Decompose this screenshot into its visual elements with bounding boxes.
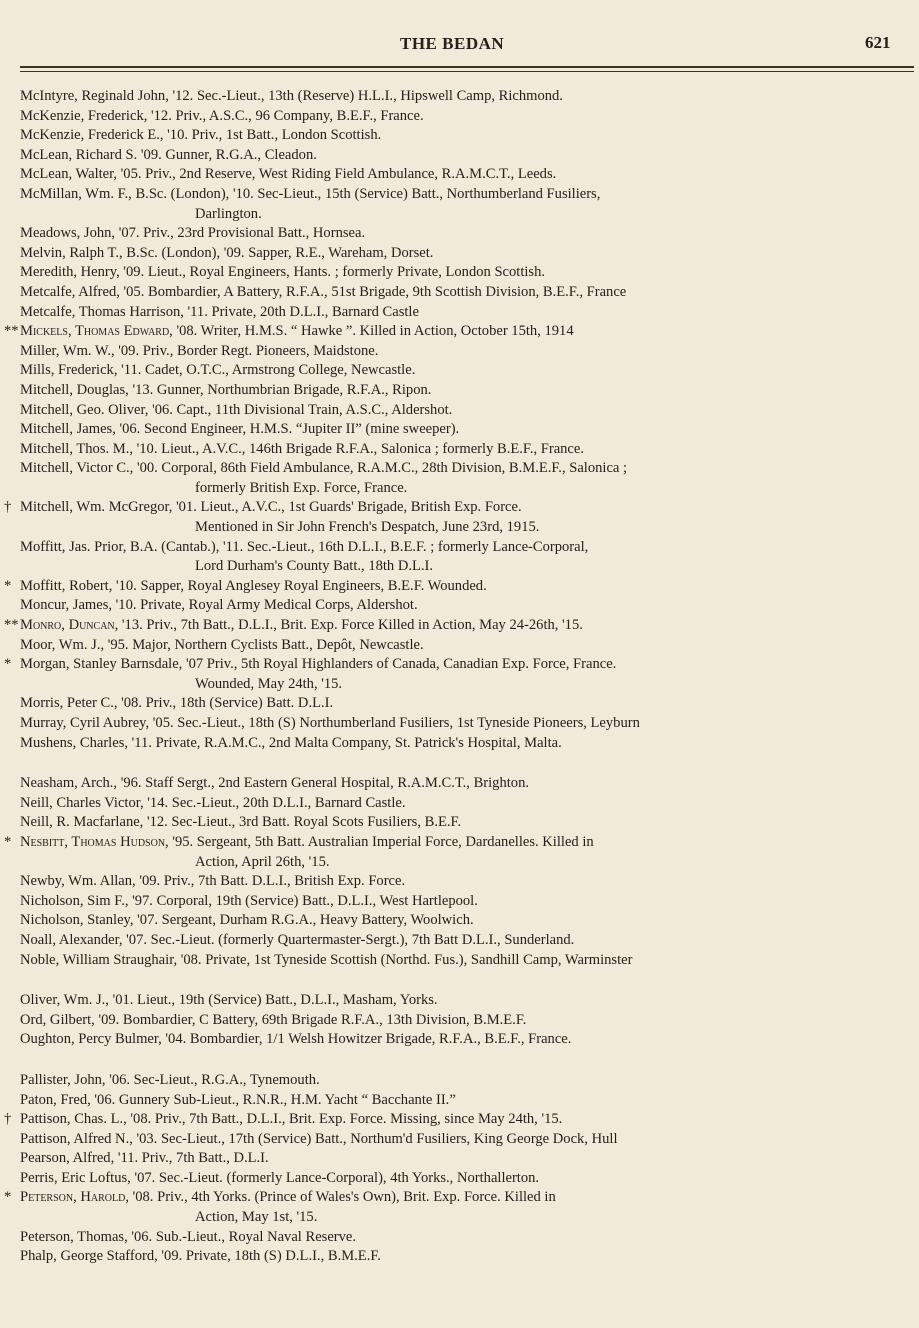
entry-marker: † bbox=[4, 499, 12, 516]
entry-text: Mushens, Charles, '11. Private, R.A.M.C., 2nd Malta Company, St. Patrick's Hospital, Malta. bbox=[20, 734, 562, 751]
list-entry bbox=[0, 342, 919, 362]
entry-text: Morgan, Stanley Barnsdale, '07 Priv., 5th Royal Highlanders of Canada, Canadian Exp. Force, France. bbox=[20, 656, 617, 673]
entry-text: Miller, Wm. W., '09. Priv., Border Regt. Pioneers, Maidstone. bbox=[20, 342, 379, 359]
entry-continuation: formerly British Exp. Force, France. bbox=[195, 479, 408, 496]
entry-text: Pearson, Alfred, '11. Priv., 7th Batt., D.L.I. bbox=[20, 1150, 269, 1167]
list-entry bbox=[0, 951, 919, 971]
list-entry bbox=[0, 714, 919, 734]
entry-text: Mitchell, Geo. Oliver, '06. Capt., 11th Divisional Train, A.S.C., Aldershot. bbox=[20, 401, 453, 418]
list-entry bbox=[0, 440, 919, 460]
list-entry bbox=[0, 303, 919, 323]
entry-name-smallcaps: Nesbitt, Thomas Hudson, bbox=[20, 833, 169, 850]
list-entry bbox=[0, 931, 919, 951]
page-header bbox=[0, 0, 919, 70]
entry-text: Metcalfe, Thomas Harrison, '11. Private, 20th D.L.I., Barnard Castle bbox=[20, 303, 419, 320]
entry-name-smallcaps: Monro, Duncan, bbox=[20, 617, 119, 634]
entry-continuation: Mentioned in Sir John French's Despatch, June 23rd, 1915. bbox=[195, 519, 540, 536]
entry-marker: † bbox=[4, 1111, 12, 1128]
roll-of-honour-list bbox=[0, 87, 919, 1267]
list-entry bbox=[0, 263, 919, 283]
entry-text: Metcalfe, Alfred, '05. Bombardier, A Battery, R.F.A., 51st Brigade, 9th Scottish Division, B.E.F., France bbox=[20, 283, 627, 300]
entry-marker: * bbox=[4, 1189, 12, 1206]
list-entry bbox=[0, 224, 919, 244]
group-spacer bbox=[0, 970, 919, 991]
page-number: 621 bbox=[865, 33, 891, 52]
entry-text: McLean, Richard S. '09. Gunner, R.G.A., Cleadon. bbox=[20, 146, 317, 163]
list-entry bbox=[0, 1149, 919, 1169]
list-entry bbox=[0, 636, 919, 656]
entry-continuation: Action, May 1st, '15. bbox=[195, 1209, 318, 1226]
entry-text: Mitchell, Douglas, '13. Gunner, Northumbrian Brigade, R.F.A., Ripon. bbox=[20, 381, 432, 398]
entry-marker: * bbox=[4, 833, 12, 850]
list-entry bbox=[0, 577, 919, 597]
list-entry bbox=[0, 991, 919, 1011]
list-entry bbox=[0, 794, 919, 814]
list-entry bbox=[0, 498, 919, 537]
entry-text: Moor, Wm. J., '95. Major, Northern Cyclists Batt., Depôt, Newcastle. bbox=[20, 636, 424, 653]
entry-text: Neill, R. Macfarlane, '12. Sec-Lieut., 3rd Batt. Royal Scots Fusiliers, B.E.F. bbox=[20, 814, 462, 831]
entry-text: Noall, Alexander, '07. Sec.-Lieut. (formerly Quartermaster-Sergt.), 7th Batt D.L.I., Sunderland. bbox=[20, 931, 575, 948]
entry-text: Peterson, Thomas, '06. Sub.-Lieut., Royal Naval Reserve. bbox=[20, 1228, 357, 1245]
list-entry bbox=[0, 911, 919, 931]
list-entry bbox=[0, 1030, 919, 1050]
entry-text: Morris, Peter C., '08. Priv., 18th (Service) Batt. D.L.I. bbox=[20, 695, 334, 712]
entry-text: Melvin, Ralph T., B.Sc. (London), '09. Sapper, R.E., Wareham, Dorset. bbox=[20, 244, 434, 261]
entry-text: Meadows, John, '07. Priv., 23rd Provisional Batt., Hornsea. bbox=[20, 225, 366, 242]
entry-text: Mitchell, Wm. McGregor, '01. Lieut., A.V.C., 1st Guards' Brigade, British Exp. Force. bbox=[20, 499, 522, 516]
entry-text: Noble, William Straughair, '08. Private, 1st Tyneside Scottish (Northd. Fus.), Sandhill Camp, Warminster bbox=[20, 951, 633, 968]
entry-text: McIntyre, Reginald John, '12. Sec.-Lieut., 13th (Reserve) H.L.I., Hipswell Camp, Richmond. bbox=[20, 88, 563, 104]
entry-name-smallcaps: Mickels, Thomas Edward, bbox=[20, 323, 173, 340]
entry-text: Mitchell, Thos. M., '10. Lieut., A.V.C., 146th Brigade R.F.A., Salonica ; formerly B.E.F., France. bbox=[20, 440, 585, 457]
list-entry bbox=[0, 655, 919, 694]
entry-text: Neill, Charles Victor, '14. Sec.-Lieut., 20th D.L.I., Barnard Castle. bbox=[20, 794, 406, 811]
list-entry bbox=[0, 1071, 919, 1091]
list-entry bbox=[0, 1228, 919, 1248]
entry-text: Oliver, Wm. J., '01. Lieut., 19th (Service) Batt., D.L.I., Masham, Yorks. bbox=[20, 992, 438, 1009]
entry-text: Phalp, George Stafford, '09. Private, 18th (S) D.L.I., B.M.E.F. bbox=[20, 1248, 381, 1265]
entry-name-smallcaps: Peterson, Harold, bbox=[20, 1189, 129, 1206]
list-entry bbox=[0, 1011, 919, 1031]
list-entry bbox=[0, 813, 919, 833]
entry-text: Mitchell, James, '06. Second Engineer, H.M.S. “Jupiter II” (mine sweeper). bbox=[20, 421, 460, 438]
list-entry bbox=[0, 1169, 919, 1189]
entry-continuation: Wounded, May 24th, '15. bbox=[195, 675, 343, 692]
list-entry bbox=[0, 1188, 919, 1227]
entry-text: Oughton, Percy Bulmer, '04. Bombardier, 1/1 Welsh Howitzer Brigade, R.F.A., B.E.F., France. bbox=[20, 1031, 572, 1048]
entry-text: McLean, Walter, '05. Priv., 2nd Reserve, West Riding Field Ambulance, R.A.M.C.T., Leeds. bbox=[20, 166, 557, 183]
entry-marker: ** bbox=[4, 617, 19, 634]
entry-marker: * bbox=[4, 656, 12, 673]
list-entry bbox=[0, 1110, 919, 1130]
entry-continuation: Action, April 26th, '15. bbox=[195, 853, 330, 870]
header-rule bbox=[20, 66, 914, 68]
entry-text: Mitchell, Victor C., '00. Corporal, 86th Field Ambulance, R.A.M.C., 28th Division, B.M.E.F., Salonica ; bbox=[20, 460, 628, 477]
running-title: THE BEDAN bbox=[400, 34, 505, 53]
list-entry bbox=[0, 244, 919, 264]
entry-text: Nicholson, Stanley, '07. Sergeant, Durham R.G.A., Heavy Battery, Woolwich. bbox=[20, 912, 474, 929]
list-entry bbox=[0, 283, 919, 303]
list-entry bbox=[0, 126, 919, 146]
list-entry bbox=[0, 833, 919, 872]
list-entry bbox=[0, 401, 919, 421]
entry-text: '08. Writer, H.M.S. “ Hawke ”. Killed in Action, October 15th, 1914 bbox=[172, 323, 574, 340]
entry-marker: * bbox=[4, 577, 12, 594]
entry-text: Paton, Fred, '06. Gunnery Sub-Lieut., R.N.R., H.M. Yacht “ Bacchante II.” bbox=[20, 1091, 456, 1108]
list-entry bbox=[0, 459, 919, 498]
list-entry bbox=[0, 165, 919, 185]
entry-text: '95. Sergeant, 5th Batt. Australian Imperial Force, Dardanelles. Killed in bbox=[168, 833, 594, 850]
list-entry bbox=[0, 694, 919, 714]
entry-continuation: Lord Durham's County Batt., 18th D.L.I. bbox=[195, 558, 434, 575]
group-spacer bbox=[0, 753, 919, 774]
group-spacer bbox=[0, 1050, 919, 1071]
entry-text: Pallister, John, '06. Sec-Lieut., R.G.A., Tynemouth. bbox=[20, 1071, 320, 1088]
list-entry bbox=[0, 185, 919, 224]
list-entry bbox=[0, 892, 919, 912]
list-entry bbox=[0, 361, 919, 381]
entry-text: McKenzie, Frederick, '12. Priv., A.S.C., 96 Company, B.E.F., France. bbox=[20, 107, 424, 124]
entry-text: Moncur, James, '10. Private, Royal Army Medical Corps, Aldershot. bbox=[20, 597, 418, 614]
entry-continuation: Darlington. bbox=[195, 205, 262, 222]
list-entry bbox=[0, 146, 919, 166]
entry-text: Pattison, Alfred N., '03. Sec-Lieut., 17th (Service) Batt., Northum'd Fusiliers, King George Dock, Hull bbox=[20, 1130, 618, 1147]
entry-marker: ** bbox=[4, 323, 19, 340]
list-entry bbox=[0, 734, 919, 754]
list-entry bbox=[0, 596, 919, 616]
list-entry bbox=[0, 107, 919, 127]
entry-text: Newby, Wm. Allan, '09. Priv., 7th Batt. D.L.I., British Exp. Force. bbox=[20, 873, 406, 890]
list-entry bbox=[0, 420, 919, 440]
list-entry bbox=[0, 1130, 919, 1150]
entry-text: Meredith, Henry, '09. Lieut., Royal Engineers, Hants. ; formerly Private, London Scottish. bbox=[20, 264, 546, 281]
entry-text: McMillan, Wm. F., B.Sc. (London), '10. Sec-Lieut., 15th (Service) Batt., Northumberland Fusiliers, bbox=[20, 185, 601, 202]
list-entry bbox=[0, 87, 919, 107]
list-entry bbox=[0, 872, 919, 892]
entry-text: Ord, Gilbert, '09. Bombardier, C Battery, 69th Brigade R.F.A., 13th Division, B.M.E.F. bbox=[20, 1011, 527, 1028]
entry-text: '08. Priv., 4th Yorks. (Prince of Wales's Own), Brit. Exp. Force. Killed in bbox=[128, 1189, 556, 1206]
entry-text: Nicholson, Sim F., '97. Corporal, 19th (Service) Batt., D.L.I., West Hartlepool. bbox=[20, 892, 478, 909]
entry-text: McKenzie, Frederick E., '10. Priv., 1st Batt., London Scottish. bbox=[20, 127, 382, 144]
header-rule-thin bbox=[20, 71, 914, 72]
list-entry bbox=[0, 1247, 919, 1267]
list-entry bbox=[0, 616, 919, 636]
entry-text: Perris, Eric Loftus, '07. Sec.-Lieut. (formerly Lance-Corporal), 4th Yorks., Northallerton. bbox=[20, 1169, 540, 1186]
entry-text: Pattison, Chas. L., '08. Priv., 7th Batt., D.L.I., Brit. Exp. Force. Missing, since May 24th, '15. bbox=[20, 1111, 563, 1128]
entry-text: '13. Priv., 7th Batt., D.L.I., Brit. Exp. Force Killed in Action, May 24-26th, '15. bbox=[118, 617, 583, 634]
list-entry bbox=[0, 1091, 919, 1111]
entry-text: Neasham, Arch., '96. Staff Sergt., 2nd Eastern General Hospital, R.A.M.C.T., Brighton. bbox=[20, 775, 529, 792]
list-entry bbox=[0, 381, 919, 401]
entry-text: Moffitt, Robert, '10. Sapper, Royal Anglesey Royal Engineers, B.E.F. Wounded. bbox=[20, 577, 487, 594]
entry-text: Mills, Frederick, '11. Cadet, O.T.C., Armstrong College, Newcastle. bbox=[20, 362, 416, 379]
list-entry bbox=[0, 322, 919, 342]
list-entry bbox=[0, 538, 919, 577]
entry-text: Moffitt, Jas. Prior, B.A. (Cantab.), '11. Sec.-Lieut., 16th D.L.I., B.E.F. ; formerly Lance-Corporal, bbox=[20, 538, 589, 555]
list-entry bbox=[0, 774, 919, 794]
entry-text: Murray, Cyril Aubrey, '05. Sec.-Lieut., 18th (S) Northumberland Fusiliers, 1st Tyneside Pioneers, Leyburn bbox=[20, 715, 640, 731]
